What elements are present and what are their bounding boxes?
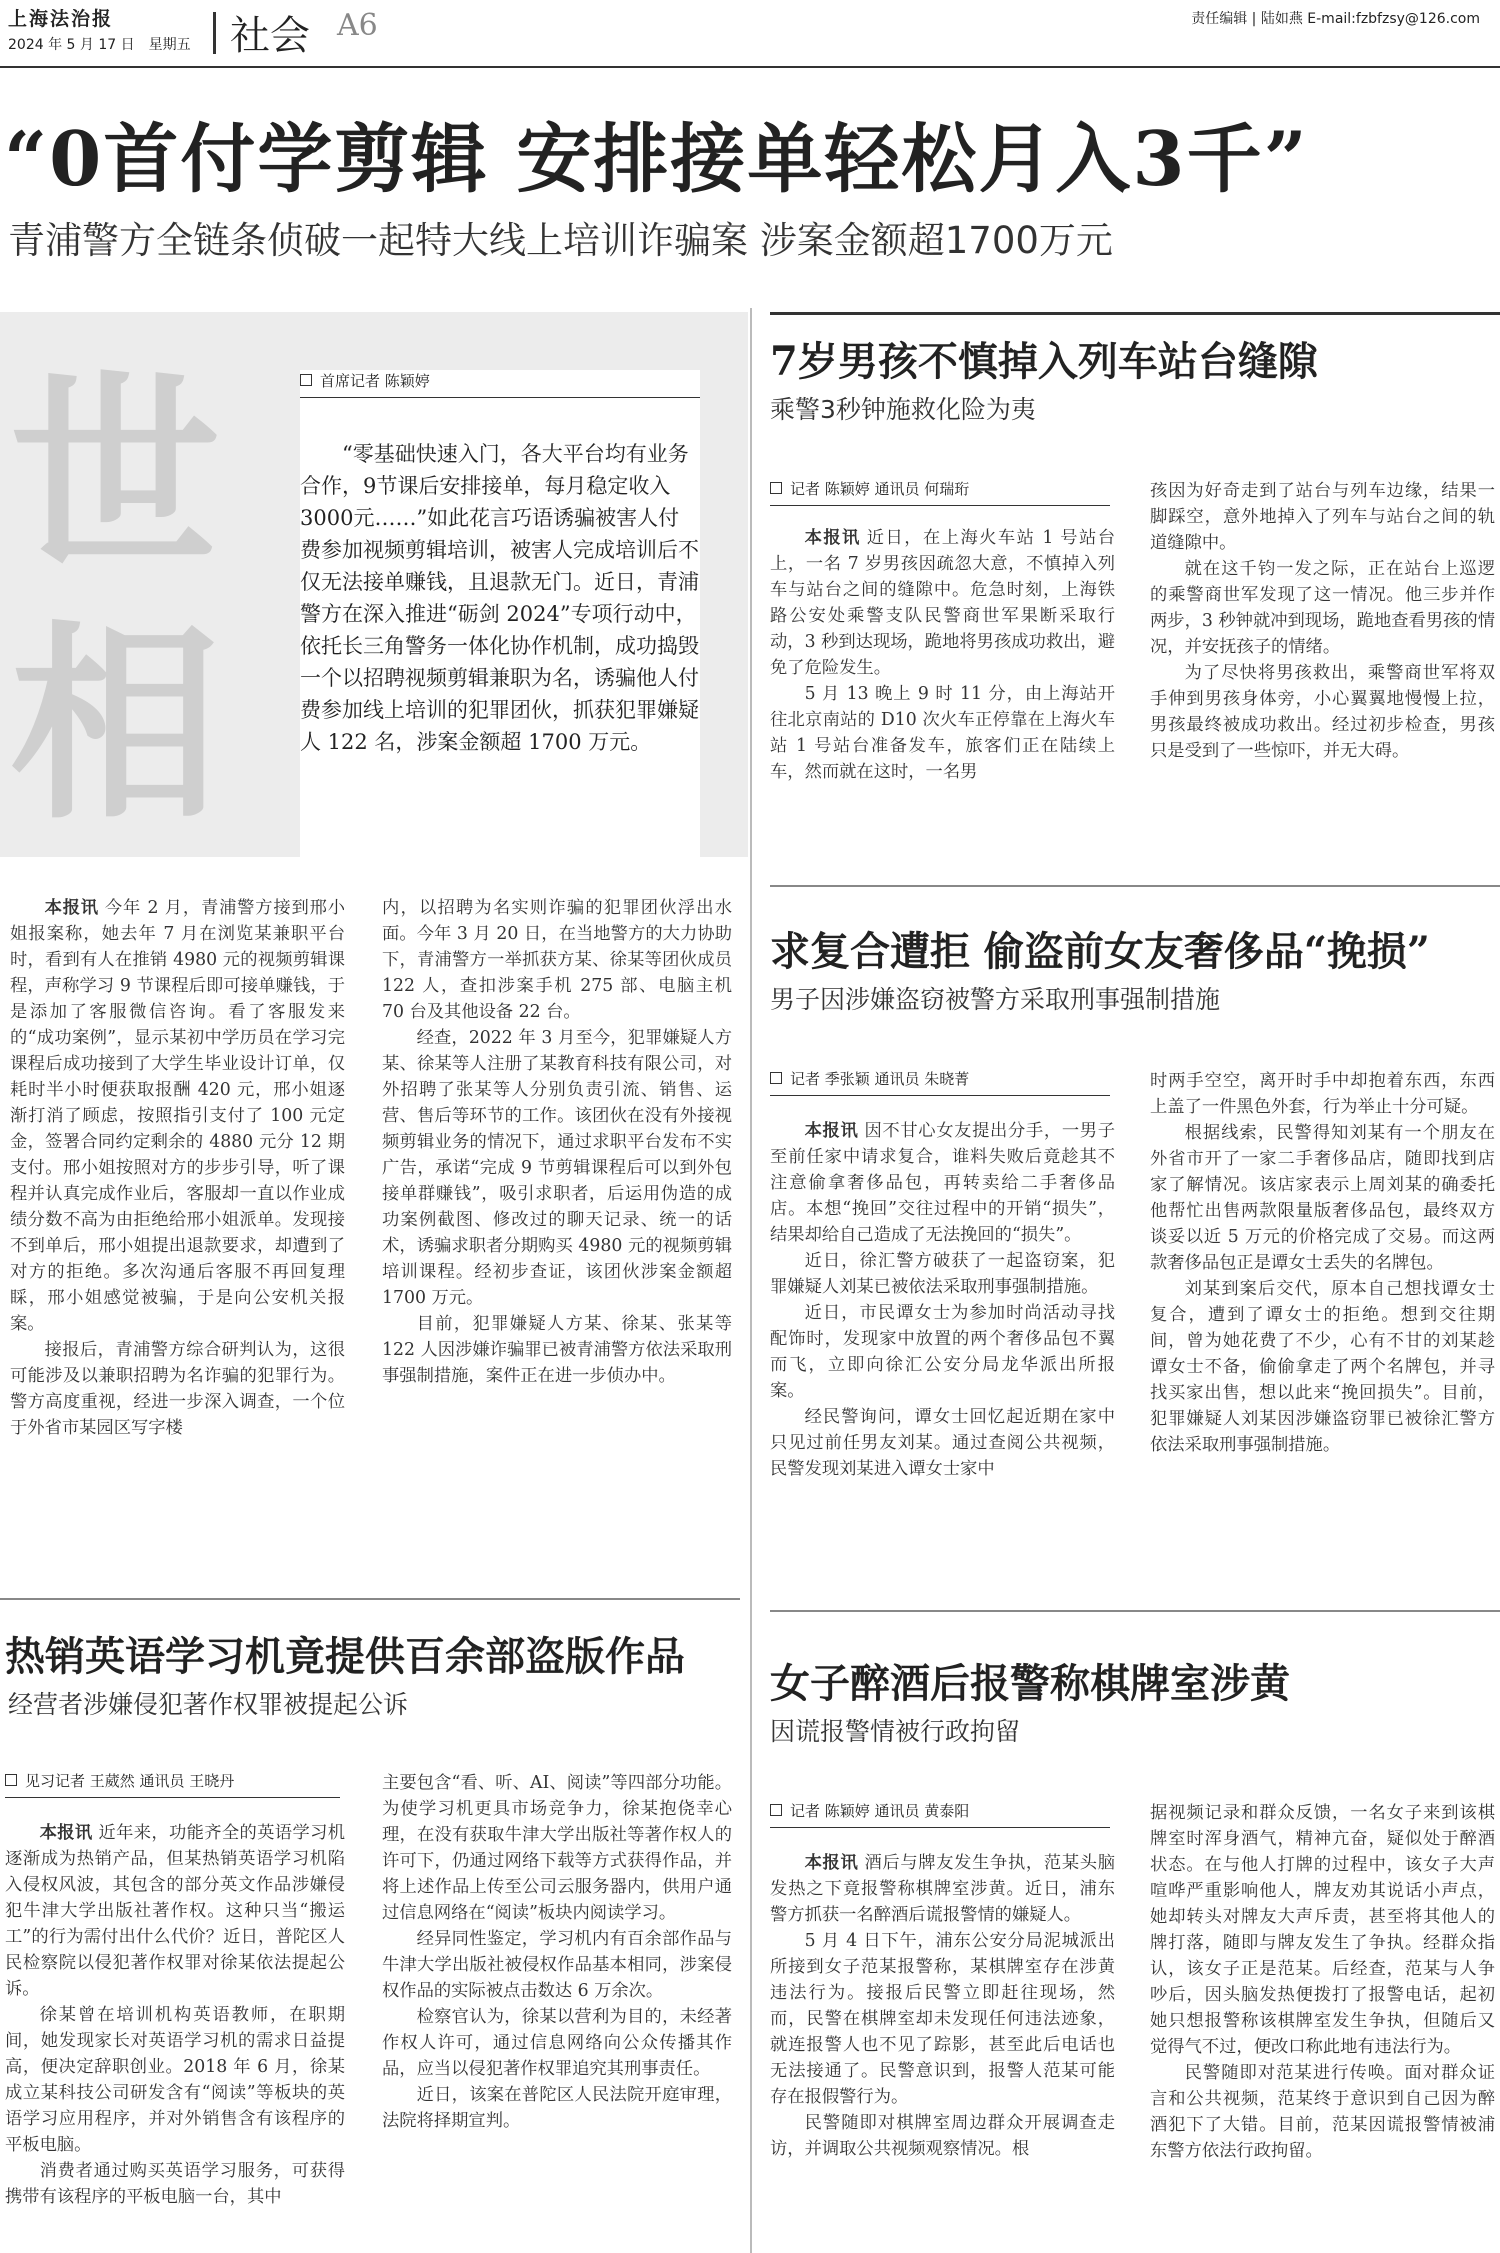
- paragraph: 本报讯 酒后与牌友发生争执，范某头脑发热之下竟报警称棋牌室涉黄。近日，浦东警方抓获一名醉酒后谎报警情的嫌疑人。: [770, 1853, 1115, 1925]
- paragraph: 就在这千钧一发之际，正在站台上巡逻的乘警商世军发现了这一情况。他三步并作两步，3 秒钟就冲到现场，跪地查看男孩的情况，并安抚孩子的情绪。: [1150, 559, 1495, 657]
- chess-title: 女子醉酒后报警称棋牌室涉黄: [770, 1660, 1290, 1707]
- luxury-column-2: [1150, 1068, 1495, 1458]
- paragraph: 经异同性鉴定，学习机内有百余部作品与牛津大学出版社被侵权作品基本相同，涉案侵权作品的实际被点击数达 6 万余次。: [382, 1929, 732, 2001]
- paragraph: 徐某曾在培训机构英语教师，在职期间，她发现家长对英语学习机的需求日益提高，便决定辞职创业。2018 年 6 月，徐某成立某科技公司研发含有“阅读”等板块的英语学习应用程序，并对外销售含有该程序的平板电脑。: [5, 2005, 345, 2155]
- story-rule: [770, 885, 1500, 887]
- paragraph: 民警随即对范某进行传唤。面对群众证言和公共视频，范某终于意识到自己因为醉酒犯下了大错。目前，范某因谎报警情被浦东警方依法行政拘留。: [1150, 2063, 1495, 2161]
- newspaper-logo: 上海法治报: [8, 8, 114, 30]
- paragraph: 经民警询问，谭女士回忆起近期在家中只见过前任男友刘某。通过查阅公共视频，民警发现刘某进入谭女士家中: [770, 1407, 1115, 1479]
- luxury-column-1: [770, 1118, 1115, 1482]
- lead-byline: [300, 370, 700, 398]
- chess-column-2: [1150, 1800, 1495, 2164]
- luxury-byline: [770, 1068, 1110, 1096]
- paragraph: 本报讯 近日，在上海火车站 1 号站台上，一名 7 岁男孩因疏忽大意，不慎掉入列车与站台之间的缝隙中。危急时刻，上海铁路公安处乘警支队民警商世军果断采取行动，3 秒到达现场，跪地将男孩成功救出，避免了危险发生。: [770, 528, 1115, 678]
- paragraph: 时两手空空，离开时手中却抱着东西，东西上盖了一件黑色外套，行为举止十分可疑。: [1150, 1071, 1495, 1117]
- paragraph: 本报讯 今年 2 月，青浦警方接到邢小姐报案称，她去年 7 月在浏览某兼职平台时，看到有人在推销 4980 元的视频剪辑课程，声称学习 9 节课程后即可接单赚钱，于是添加了客服微信咨询。看了客服发来的“成功案例”，显示某初中学历员在学习完课程后成功接到了大学生毕业设计订单，仅耗时半小时便获取报酬 420 元，邢小姐逐渐打消了顾虑，按照指引支付了 100 元定金，签署合同约定剩余的 4880 元分 12 期支付。邢小姐按照对方的步步引导，听了课程并认真完成作业后，客服却一直以作业成绩分数不高为由拒绝给邢小姐派单。发现接不到单后，邢小姐提出退款要求，却遭到了对方的拒绝。多次沟通后客服不再回复理睬，邢小姐感觉被骗，于是向公安机关报案。: [10, 898, 345, 1334]
- column-divider: [750, 308, 752, 2253]
- byline-marker-icon: [770, 482, 782, 494]
- paragraph: 根据线索，民警得知刘某有一个朋友在外省市开了一家二手奢侈品店，随即找到店家了解情况。该店家表示上周刘某的确委托他帮忙出售两款限量版奢侈品包，最终双方谈妥以近 5 万元的价格完成了交易。而这两款奢侈品包正是谭女士丢失的名牌包。: [1150, 1123, 1495, 1273]
- english-subtitle: 经营者涉嫌侵犯著作权罪被提起公诉: [8, 1690, 409, 1719]
- english-column-2: [382, 1770, 732, 2134]
- lead-subheadline: 青浦警方全链条侦破一起特大线上培训诈骗案 涉案金额超1700万元: [8, 219, 1113, 262]
- lead-column-1: [10, 895, 345, 1441]
- lead-headline: “0首付学剪辑 安排接单轻松月入3千”: [4, 115, 1309, 203]
- masthead-rule: [0, 66, 1500, 68]
- section-name: 社会: [230, 13, 310, 59]
- section-stamp: 世相: [10, 351, 221, 848]
- train-column-2: [1150, 478, 1495, 764]
- english-byline: [5, 1770, 340, 1798]
- luxury-subtitle: 男子因涉嫌盗窃被警方采取刑事强制措施: [770, 985, 1221, 1014]
- paragraph: 近日，市民谭女士为参加时尚活动寻找配饰时，发现家中放置的两个奢侈品包不翼而飞，立即向徐汇公安分局龙华派出所报案。: [770, 1303, 1115, 1401]
- lead-intro-box: [300, 370, 700, 860]
- page-number: A6: [337, 8, 378, 43]
- story-top-rule: [770, 312, 1500, 315]
- train-title: 7岁男孩不慎掉入列车站台缝隙: [770, 338, 1318, 385]
- chess-column-1: [770, 1850, 1115, 2162]
- byline-marker-icon: [770, 1072, 782, 1084]
- issue-date: 2024 年 5 月 17 日 星期五: [8, 37, 191, 53]
- paragraph: 接报后，青浦警方综合研判认为，这很可能涉及以兼职招聘为名诈骗的犯罪行为。警方高度重视，经进一步深入调查，一个位于外省市某园区写字楼: [10, 1340, 345, 1438]
- paragraph: 内，以招聘为名实则诈骗的犯罪团伙浮出水面。今年 3 月 20 日，在当地警方的大力协助下，青浦警方一举抓获方某、徐某等团伙成员 122 人，查扣涉案手机 275 部、电脑主机 70 台及其他设备 22 台。: [382, 898, 732, 1022]
- byline-text: 记者 陈颖婷 通讯员 黄泰阳: [790, 1802, 970, 1820]
- paragraph: 主要包含“看、听、AI、阅读”等四部分功能。为使学习机更具市场竞争力，徐某抱侥幸心理，在没有获取牛津大学出版社等著作权人的许可下，仍通过网络下载等方式获得作品，并将上述作品上传至公司云服务器内，供用户通过信息网络在“阅读”板块内阅读学习。: [382, 1773, 732, 1923]
- luxury-title: 求复合遭拒 偷盗前女友奢侈品“挽损”: [770, 928, 1430, 975]
- paragraph: 目前，犯罪嫌疑人方某、徐某、张某等 122 人因涉嫌诈骗罪已被青浦警方依法采取刑事强制措施，案件正在进一步侦办中。: [382, 1314, 732, 1386]
- byline-text: 见习记者 王葳然 通讯员 王晓丹: [25, 1772, 235, 1790]
- byline-text: 首席记者 陈颖婷: [320, 372, 430, 390]
- paragraph: 为了尽快将男孩救出，乘警商世军将双手伸到男孩身体旁，小心翼翼地慢慢上拉，男孩最终被成功救出。经过初步检查，男孩只是受到了一些惊吓，并无大碍。: [1150, 663, 1495, 761]
- paragraph: 近日，该案在普陀区人民法院开庭审理，法院将择期宣判。: [382, 2085, 732, 2131]
- lead-intro: “零基础快速入门，各大平台均有业务合作，9节课后安排接单，每月稳定收入3000元……”如此花言巧语诱骗被害人付费参加视频剪辑培训，被害人完成培训后不仅无法接单赚钱，且退款无门。近日，青浦警方在深入推进“砺剑 2024”专项行动中，依托长三角警务一体化协作机制，成功捣毁一个以招聘视频剪辑兼职为名，诱骗他人付费参加线上培训的犯罪团伙，抓获犯罪嫌疑人 122 名，涉案金额超 1700 万元。: [300, 442, 699, 754]
- byline-marker-icon: [5, 1774, 17, 1786]
- paragraph: 经查，2022 年 3 月至今，犯罪嫌疑人方某、徐某等人注册了某教育科技有限公司，对外招聘了张某等人分别负责引流、销售、运营、售后等环节的工作。该团伙在没有外接视频剪辑业务的情况下，通过求职平台发布不实广告，承诺“完成 9 节剪辑课程后可以到外包接单群赚钱”，吸引求职者，后运用伪造的成功案例截图、修改过的聊天记录、统一的话术，诱骗求职者分期购买 4980 元的视频剪辑培训课程。经初步查证，该团伙涉案金额超 1700 万元。: [382, 1028, 732, 1308]
- paragraph: 据视频记录和群众反馈，一名女子来到该棋牌室时浑身酒气，精神亢奋，疑似处于醉酒状态。在与他人打牌的过程中，该女子大声喧哗严重影响他人，牌友劝其说话小声点，她却转头对牌友大声斥责，甚至将其他人的牌打落，随即与牌友发生了争执。经群众指认，该女子正是范某。后经查，范某与人争吵后，因头脑发热便拨打了报警电话，起初她只想报警称该棋牌室发生争执，但随后又觉得气不过，便改口称此地有违法行为。: [1150, 1803, 1495, 2057]
- paragraph: 民警随即对棋牌室周边群众开展调查走访，并调取公共视频观察情况。根: [770, 2113, 1115, 2159]
- train-subtitle: 乘警3秒钟施救化险为夷: [770, 395, 1036, 424]
- english-column-1: [5, 1820, 345, 2210]
- paragraph: 孩因为好奇走到了站台与列车边缘，结果一脚踩空，意外地掉入了列车与站台之间的轨道缝隙中。: [1150, 481, 1495, 553]
- chess-subtitle: 因谎报警情被行政拘留: [770, 1717, 1021, 1746]
- paragraph: 5 月 4 日下午，浦东公安分局泥城派出所接到女子范某报警称，某棋牌室存在涉黄违法行为。接报后民警立即赶往现场，然而，民警在棋牌室却未发现任何违法迹象，就连报警人也不见了踪影，甚至此后电话也无法接通了。民警意识到，报警人范某可能存在报假警行为。: [770, 1931, 1115, 2107]
- lead-column-2: [382, 895, 732, 1389]
- paragraph: 检察官认为，徐某以营利为目的，未经著作权人许可，通过信息网络向公众传播其作品，应当以侵犯著作权罪追究其刑事责任。: [382, 2007, 732, 2079]
- paragraph: 刘某到案后交代，原本自己想找谭女士复合，遭到了谭女士的拒绝。想到交往期间，曾为她花费了不少，心有不甘的刘某趁谭女士不备，偷偷拿走了两个名牌包，并寻找买家出售，想以此来“挽回损失”。目前，犯罪嫌疑人刘某因涉嫌盗窃罪已被徐汇警方依法采取刑事强制措施。: [1150, 1279, 1495, 1455]
- english-title: 热销英语学习机竟提供百余部盗版作品: [5, 1633, 685, 1680]
- paragraph: 本报讯 近年来，功能齐全的英语学习机逐渐成为热销产品，但某热销英语学习机陷入侵权风波，其包含的部分英文作品涉嫌侵犯牛津大学出版社著作权。这种只当“搬运工”的行为需付出什么代价？近日，普陀区人民检察院以侵犯著作权罪对徐某依法提起公诉。: [5, 1823, 345, 1999]
- byline-text: 记者 陈颖婷 通讯员 何瑞珩: [790, 480, 970, 498]
- masthead-divider: [213, 12, 216, 54]
- byline-marker-icon: [770, 1804, 782, 1816]
- train-column-1: [770, 525, 1115, 785]
- paragraph: 近日，徐汇警方破获了一起盗窃案，犯罪嫌疑人刘某已被依法采取刑事强制措施。: [770, 1251, 1115, 1297]
- editor-credit: 责任编辑 | 陆如燕 E-mail:fzbfzsy@126.com: [1191, 11, 1480, 27]
- story-rule: [0, 1598, 740, 1600]
- paragraph: 本报讯 因不甘心女友提出分手，一男子至前任家中请求复合，谁料失败后竟趁其不注意偷拿奢侈品包，再转卖给二手奢侈品店。本想“挽回”交往过程中的开销“损失”，结果却给自己造成了无法挽回的“损失”。: [770, 1121, 1115, 1245]
- paragraph: 5 月 13 晚上 9 时 11 分，由上海站开往北京南站的 D10 次火车正停靠在上海火车站 1 号站台准备发车，旅客们正在陆续上车，然而就在这时，一名男: [770, 684, 1115, 782]
- chess-byline: [770, 1800, 1110, 1828]
- byline-text: 记者 季张颖 通讯员 朱晓菁: [790, 1070, 970, 1088]
- story-rule: [770, 1610, 1500, 1612]
- train-byline: [770, 478, 1110, 506]
- byline-marker-icon: [300, 374, 312, 386]
- paragraph: 消费者通过购买英语学习服务，可获得携带有该程序的平板电脑一台，其中: [5, 2161, 345, 2207]
